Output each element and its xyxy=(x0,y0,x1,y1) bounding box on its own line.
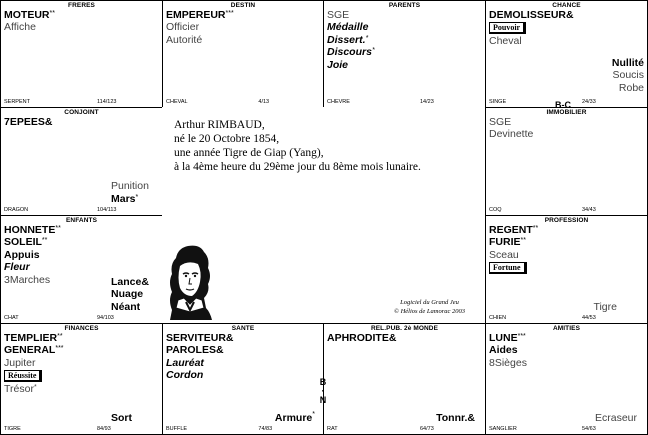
star-name: 8Sièges xyxy=(489,356,527,369)
star-name: Mars xyxy=(111,192,136,205)
branch-animal: CHEVRE xyxy=(327,99,350,105)
star-name: SGE xyxy=(327,9,350,21)
age-range: 104/113 xyxy=(97,207,117,213)
star-name: Aides xyxy=(489,344,518,357)
star-name: Fleur xyxy=(4,261,30,274)
star-entry xyxy=(327,59,482,71)
star-name: Armure xyxy=(274,412,313,424)
center-panel xyxy=(162,107,485,323)
star-grade: * xyxy=(312,411,315,418)
star-list xyxy=(4,116,159,128)
cell-footer xyxy=(166,99,320,106)
branch-animal: CHEVAL xyxy=(166,99,188,105)
star-entry xyxy=(327,21,482,33)
star-entry xyxy=(4,236,159,248)
house-title: CONJOINT xyxy=(64,109,99,116)
star-entry xyxy=(327,34,482,46)
birth-line: Arthur RIMBAUD, xyxy=(174,119,265,131)
star-entry: Soucis xyxy=(612,69,644,82)
cell-destin xyxy=(162,0,324,108)
star-list xyxy=(489,224,644,275)
star-name: FURIE xyxy=(489,236,521,249)
cell-amities xyxy=(485,323,648,435)
star-name: PAROLES& xyxy=(166,344,224,357)
star-name: Médaille xyxy=(327,21,369,34)
star-entry: Robe xyxy=(618,81,644,94)
star-name: Discours xyxy=(327,46,372,59)
star-grade: ** xyxy=(57,333,63,340)
cell-enfants xyxy=(0,215,163,324)
star-name: Trésor xyxy=(4,383,34,396)
bottom-star-list xyxy=(111,180,149,205)
star-name: Affiche xyxy=(4,21,36,34)
house-title: REL.PUB. 2è MONDE xyxy=(370,325,439,332)
star-grade: ** xyxy=(55,225,61,232)
house-title: CHANCE xyxy=(552,2,581,9)
star-grade: * xyxy=(135,193,139,201)
house-title: PARENTS xyxy=(388,2,421,9)
branch-animal: SINGE xyxy=(489,99,507,105)
star-name: Cordon xyxy=(166,369,204,382)
bottom-star-list xyxy=(111,276,149,313)
star-name: MOTEUR xyxy=(4,9,50,21)
house-title: FINANCES xyxy=(64,325,99,332)
star-entry xyxy=(4,357,159,369)
age-range: 84/93 xyxy=(97,426,111,432)
house-title: AMITIES xyxy=(552,325,581,332)
star-grade: ** xyxy=(520,237,526,245)
star-name: HONNETE xyxy=(4,224,56,236)
star-name: Sceau xyxy=(489,248,519,261)
right-star-list xyxy=(612,57,644,94)
star-entry xyxy=(4,21,159,33)
marker-bc: B-C xyxy=(555,100,571,110)
star-entry xyxy=(111,193,149,205)
star-entry xyxy=(489,261,644,275)
star-name: Jupiter xyxy=(4,356,36,369)
star-entry xyxy=(489,35,644,47)
marker-dot: · xyxy=(321,386,325,396)
house-title: FRERES xyxy=(68,2,95,9)
star-entry xyxy=(111,301,149,313)
star-entry xyxy=(166,357,320,369)
boxed-star: Réussite xyxy=(4,370,42,382)
cell-chance xyxy=(485,0,648,108)
star-entry xyxy=(4,383,159,395)
star-name: Tigre xyxy=(593,301,617,313)
star-entry xyxy=(166,9,320,21)
boxed-star: Fortune xyxy=(489,262,527,274)
star-entry xyxy=(4,369,159,383)
cell-conjoint xyxy=(0,107,163,216)
birth-info xyxy=(174,118,421,174)
star-entry xyxy=(111,180,149,192)
star-name: SGE xyxy=(489,116,512,128)
star-grade: *** xyxy=(55,345,64,353)
star-name: DEMOLISSEUR& xyxy=(489,9,574,21)
cell-footer xyxy=(489,426,644,433)
cell-footer xyxy=(4,207,159,214)
branch-animal: BUFFLE xyxy=(166,426,188,432)
star-entry xyxy=(166,21,320,33)
cell-footer xyxy=(166,426,320,433)
cell-profession xyxy=(485,215,648,324)
star-grade: ** xyxy=(49,10,55,17)
star-entry xyxy=(4,9,159,21)
star-entry xyxy=(327,332,482,344)
star-entry xyxy=(489,128,644,140)
star-name: 3Marches xyxy=(4,273,51,286)
cell-finances xyxy=(0,323,163,435)
house-title: IMMOBILIER xyxy=(546,109,587,116)
bottom-star xyxy=(275,412,315,424)
age-range: 14/23 xyxy=(420,99,434,105)
star-name: Cheval xyxy=(489,35,522,48)
star-name: Sort xyxy=(111,412,132,424)
star-list xyxy=(489,9,644,48)
cell-footer xyxy=(327,99,482,106)
star-entry: Nullité xyxy=(611,57,644,69)
star-entry xyxy=(4,249,159,261)
star-entry xyxy=(489,357,644,369)
cell-sante xyxy=(162,323,324,435)
cell-footer xyxy=(4,99,159,106)
birth-line: né le 20 Octobre 1854, xyxy=(174,133,280,145)
star-entry xyxy=(4,261,159,273)
star-name: 7EPEES& xyxy=(4,116,53,128)
star-name: Punition xyxy=(111,180,149,193)
star-name: LUNE xyxy=(489,332,518,344)
star-entry xyxy=(166,34,320,46)
age-range: 94/103 xyxy=(97,315,114,321)
branch-animal: SERPENT xyxy=(4,99,30,105)
age-range: 54/63 xyxy=(582,426,596,432)
star-name: Devinette xyxy=(489,128,534,141)
star-list xyxy=(489,116,644,141)
star-entry xyxy=(166,344,320,356)
age-range: 24/33 xyxy=(582,99,596,105)
age-range: 64/73 xyxy=(420,426,434,432)
star-list xyxy=(4,9,159,34)
star-entry xyxy=(327,9,482,21)
star-name: REGENT xyxy=(489,224,533,236)
star-entry xyxy=(489,332,644,344)
star-entry xyxy=(489,344,644,356)
star-grade: * xyxy=(371,47,375,55)
star-list xyxy=(4,332,159,396)
marker-n: N xyxy=(319,395,327,405)
branch-animal: RAT xyxy=(327,426,338,432)
boxed-star: Pouvoir xyxy=(489,22,526,34)
star-entry xyxy=(166,369,320,381)
star-name: Autorité xyxy=(166,33,203,46)
star-grade: ** xyxy=(41,237,48,245)
bottom-star xyxy=(436,412,475,424)
star-list xyxy=(489,332,644,369)
bottom-star xyxy=(111,412,132,424)
star-list xyxy=(166,9,320,46)
star-entry xyxy=(4,332,159,344)
star-grade: *** xyxy=(517,333,526,340)
star-name: Nuage xyxy=(111,288,144,301)
star-name: APHRODITE& xyxy=(327,332,397,344)
star-name: GENERAL xyxy=(4,344,56,357)
branch-animal: CHAT xyxy=(4,315,19,321)
star-entry xyxy=(166,332,320,344)
cell-footer xyxy=(489,207,644,214)
cell-relpub xyxy=(323,323,486,435)
star-entry xyxy=(4,116,159,128)
star-entry xyxy=(489,249,644,261)
star-name: Dissert. xyxy=(327,33,366,46)
age-range: 44/53 xyxy=(582,315,596,321)
star-name: Tonnr.& xyxy=(436,412,475,424)
branch-animal: COQ xyxy=(489,207,502,213)
age-range: 114/123 xyxy=(97,99,117,105)
star-grade: * xyxy=(365,34,369,42)
star-entry xyxy=(489,9,644,21)
star-grade: * xyxy=(33,384,37,392)
cell-footer xyxy=(4,315,159,322)
star-name: SERVITEUR& xyxy=(166,332,234,344)
branch-animal: CHIEN xyxy=(489,315,507,321)
birth-line: une année Tigre de Giap (Yang), xyxy=(174,147,324,159)
birth-line: à la 4ème heure du 29ème jour du 8ème mois lunaire. xyxy=(174,161,421,173)
star-name: Joie xyxy=(327,58,349,71)
portrait-image xyxy=(164,238,214,320)
star-name: Appuis xyxy=(4,248,40,261)
star-grade: ** xyxy=(532,225,539,232)
house-title: SANTE xyxy=(231,325,255,332)
house-title: DESTIN xyxy=(230,2,256,9)
star-entry xyxy=(111,276,149,288)
star-name: Lauréat xyxy=(166,356,204,369)
bottom-star xyxy=(593,301,617,313)
cell-footer xyxy=(4,426,159,433)
age-range: 4/13 xyxy=(258,99,270,105)
star-name: Lance& xyxy=(111,275,149,288)
cell-footer xyxy=(489,315,644,322)
star-name: Ecraseur xyxy=(594,412,637,424)
star-entry xyxy=(489,21,644,35)
credit-line: © Hélios de Lamorac 2003 xyxy=(394,308,466,315)
credit-line: Logiciel du Grand Jeu xyxy=(400,299,459,306)
software-credit xyxy=(394,298,465,316)
house-title: ENFANTS xyxy=(65,217,98,224)
star-entry xyxy=(489,116,644,128)
branch-animal: TIGRE xyxy=(4,426,21,432)
branch-animal: SANGLIER xyxy=(489,426,517,432)
star-name: EMPEREUR xyxy=(166,9,226,21)
branch-animal: DRAGON xyxy=(4,207,29,213)
star-grade: *** xyxy=(225,10,234,17)
bottom-star xyxy=(595,412,637,424)
star-list xyxy=(166,332,320,382)
marker-b: B xyxy=(319,377,327,387)
star-entry xyxy=(327,46,482,58)
star-list xyxy=(327,9,482,71)
star-list xyxy=(327,332,482,344)
star-entry xyxy=(4,224,159,236)
star-entry xyxy=(489,224,644,236)
star-entry xyxy=(4,344,159,356)
cell-footer xyxy=(327,426,482,433)
star-name: TEMPLIER xyxy=(4,332,58,344)
star-entry xyxy=(111,288,149,300)
cell-immobilier xyxy=(485,107,648,216)
cell-freres xyxy=(0,0,163,108)
age-range: 74/83 xyxy=(258,426,273,432)
star-entry xyxy=(489,236,644,248)
cell-parents xyxy=(323,0,486,108)
house-title: PROFESSION xyxy=(544,217,589,224)
star-name: SOLEIL xyxy=(4,236,42,249)
star-name: Néant xyxy=(111,300,141,313)
star-name: Officier xyxy=(166,21,200,34)
age-range: 34/43 xyxy=(582,207,596,213)
